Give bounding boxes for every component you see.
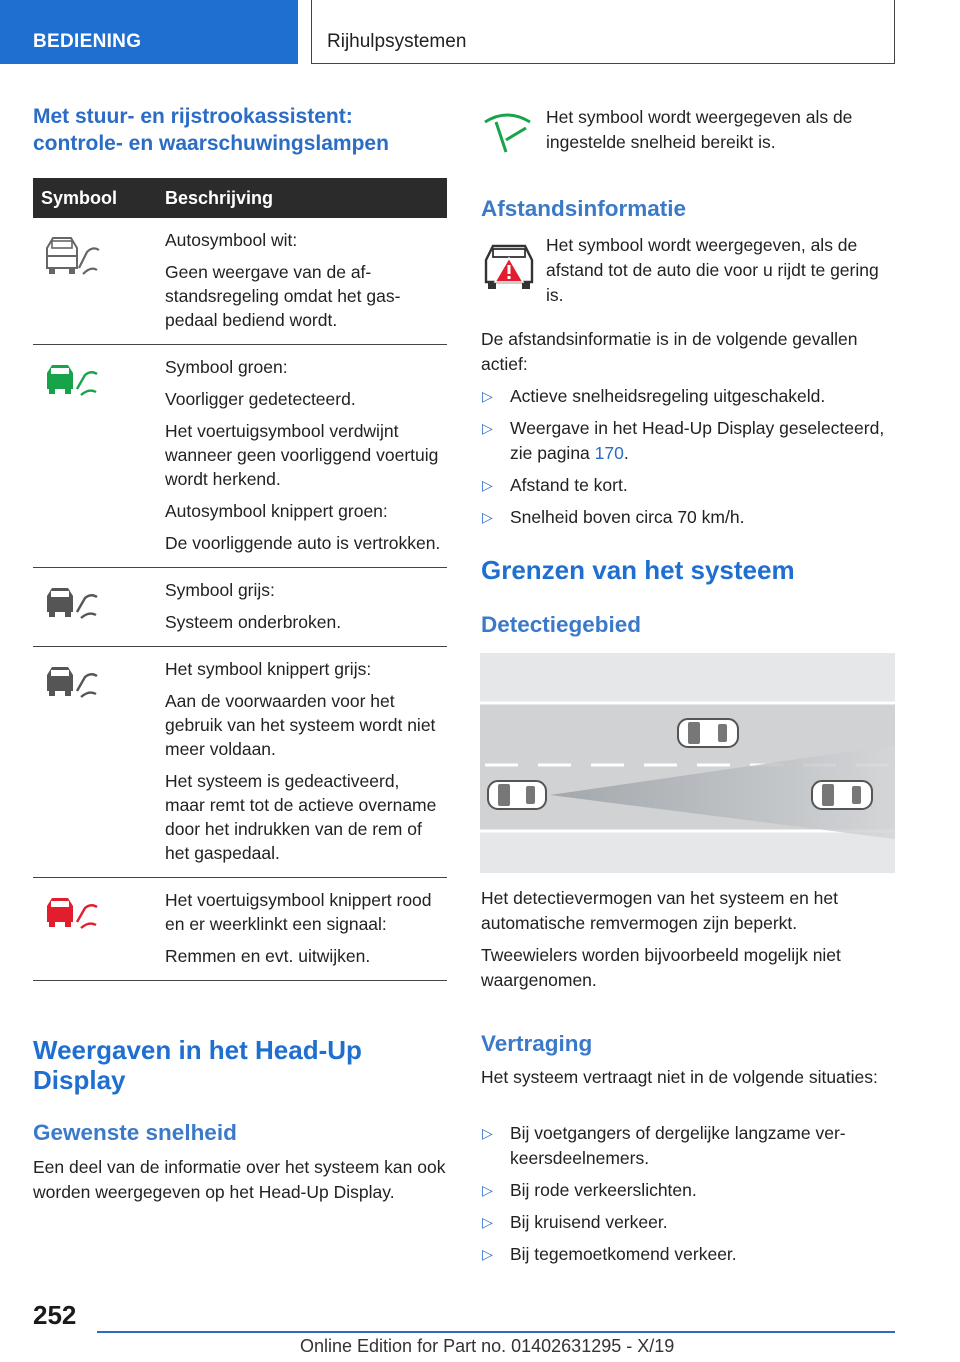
list-item: ▷ Weergave in het Head-Up Display geselecteerd, zie pagina 170. [482,418,885,463]
speed-reached-text: Het symbool wordt weergegeven als de ingestelde snelheid bereikt is. [546,107,853,152]
table-row [33,878,447,981]
car-grey-icon [41,582,103,622]
symbol-cell [33,568,153,647]
desc-line: Symbool groen: [165,357,288,377]
hud-title: Weergaven in het Head-Up Display [33,1035,362,1095]
description-cell [153,218,447,345]
page-link[interactable]: 170 [594,443,624,463]
symbol-table [33,178,447,981]
bullet-text: Afstand te kort. [510,475,628,495]
car-red-icon [41,892,103,932]
desc-line: Autosymbool knippert groen: [165,501,388,521]
car-green-icon [41,359,103,399]
description-cell [153,878,447,981]
delay-title: Vertraging [481,1031,593,1056]
edition-note: Online Edition for Part no. 01402631295 - X/19 [300,1336,675,1356]
distance-warning-icon [481,240,537,294]
desc-line: Systeem onderbroken. [165,612,342,632]
desc-line: Autosymbool wit: [165,230,298,250]
desc-line: Voorligger gedetecteerd. [165,389,356,409]
speed-reached-icon [480,108,536,158]
section-title: Met stuur- en rijstrookassistent: controle- en waarschuwingslampen [33,105,389,155]
section-tab [0,0,298,64]
table-row [33,568,447,647]
table-row [33,218,447,345]
table-row [33,345,447,568]
symbol-cell [33,878,153,981]
col-header-description: Beschrijving [153,178,447,218]
desc-line: Het symbool knippert grijs: [165,659,372,679]
speed-text: Een deel van de informatie over het systeem kan ook worden weergegeven op het Head-Up Display. [33,1157,446,1202]
triangle-bullet-icon: ▷ [482,477,493,493]
section-label: BEDIENING [33,31,142,52]
triangle-bullet-icon: ▷ [482,1182,493,1198]
page-number: 252 [33,1300,77,1330]
list-item [481,505,895,530]
desc-line: Remmen en evt. uitwijken. [165,946,371,966]
list-item [481,1178,895,1203]
description-cell [153,568,447,647]
list-item [481,384,895,409]
bullet-text: Bij tegemoetkomend verkeer. [510,1244,737,1264]
detect-title: Detectiegebied [481,612,642,637]
speed-title: Gewenste snelheid [33,1120,237,1145]
desc-line: De voorliggende auto is vertrokken. [165,533,441,553]
distance-icon-text: Het symbool wordt weergegeven, als de afstand tot de auto die voor u rijdt te gering is. [546,235,879,305]
desc-line: Symbool grijs: [165,580,275,600]
triangle-bullet-icon: ▷ [482,1214,493,1230]
bullet-text: Bij voetgangers of dergelijke langzame verkeersdeelnemers. [510,1123,846,1168]
symbol-cell [33,345,153,568]
limits-title: Grenzen van het systeem [481,555,795,585]
list-item [481,1121,895,1171]
description-cell [153,345,447,568]
bullet-text: Weergave in het Head-Up Display geselecteerd, zie pagina [510,418,885,463]
list-item [481,1210,895,1235]
distance-title: Afstandsinformatie [481,196,687,221]
detect-text-2: Tweewielers worden bijvoorbeeld mogelijk niet waargenomen. [481,945,841,990]
bullet-text: Snelheid boven circa 70 km/h. [510,507,745,527]
triangle-bullet-icon: ▷ [482,1246,493,1262]
description-cell [153,647,447,878]
list-item [481,473,895,498]
col-header-symbol: Symbool [33,178,153,218]
car-white-icon [41,232,103,282]
table-row [33,647,447,878]
bullet-text: Bij kruisend verkeer. [510,1212,668,1232]
distance-bullet-list [481,384,895,537]
symbol-cell [33,218,153,345]
distance-active-text: De afstandsinformatie is in de volgende gevallen actief: [481,329,858,374]
list-item [481,1242,895,1267]
bullet-text: Actieve snelheidsregeling uitgeschakeld. [510,386,826,406]
bullet-text: Bij rode verkeerslichten. [510,1180,697,1200]
footer-divider [97,1331,895,1333]
desc-line: Het voertuigsymbool verdwijnt wanneer geen voorliggend voertuig wordt herkend. [165,421,439,489]
triangle-bullet-icon: ▷ [482,420,493,436]
desc-line: Het systeem is gedeactiveerd, maar remt tot de actieve overname door het indrukken van de rem of het gaspedaal. [165,771,437,863]
detection-area-illustration [480,653,895,873]
desc-line: Aan de voorwaarden voor het gebruik van het systeem wordt niet meer voldaan. [165,691,436,759]
delay-bullet-list [481,1121,895,1274]
chapter-header [311,0,895,64]
triangle-bullet-icon: ▷ [482,388,493,404]
desc-line: Geen weergave van de afstandsregeling omdat het gaspedaal bediend wordt. [165,262,401,330]
car-grey-blink-icon [41,661,103,701]
detect-text-1: Het detectievermogen van het systeem en het automatische remvermogen zijn beperkt. [481,888,839,933]
desc-line: Het voertuigsymbool knippert rood en er weerklinkt een signaal: [165,890,432,934]
delay-text: Het systeem vertraagt niet in de volgende situaties: [481,1067,878,1087]
triangle-bullet-icon: ▷ [482,1125,493,1141]
symbol-cell [33,647,153,878]
chapter-label: Rijhulpsystemen [327,31,467,52]
triangle-bullet-icon: ▷ [482,509,493,525]
